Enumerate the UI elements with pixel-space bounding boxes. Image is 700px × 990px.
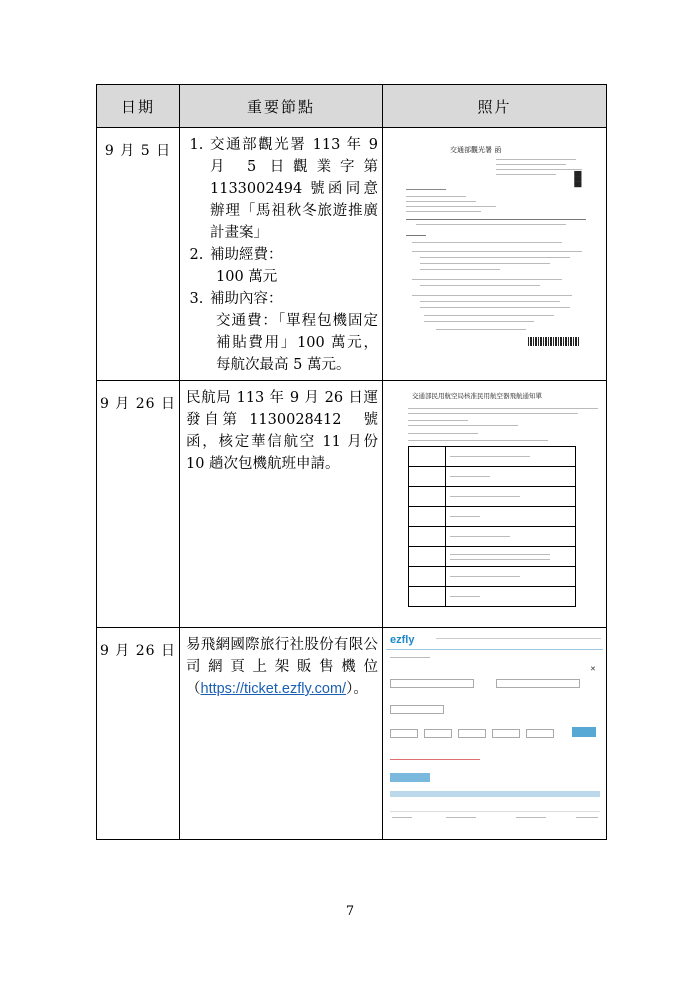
row-date: 9 月 26 日 bbox=[97, 381, 180, 628]
flight-approval-image bbox=[386, 384, 603, 624]
header-date: 日期 bbox=[97, 85, 180, 128]
list-item: 2. 補助經費： 100 萬元 bbox=[208, 244, 378, 288]
ezfly-ticket-link[interactable]: https://ticket.ezfly.com/ bbox=[200, 681, 347, 697]
row-photo bbox=[383, 381, 607, 628]
table-row bbox=[97, 128, 607, 381]
row-date: 9 月 26 日 bbox=[97, 628, 180, 840]
stamp-icon: ▇▇▇ bbox=[574, 171, 582, 188]
row-date: 9 月 5 日 bbox=[97, 128, 180, 381]
letter-title: 交通部觀光署 函 bbox=[450, 146, 502, 154]
page-number: 7 bbox=[345, 904, 355, 919]
search-button bbox=[572, 727, 596, 737]
row-content bbox=[180, 128, 383, 381]
funding-amount: 100 萬元 bbox=[216, 269, 278, 285]
header-milestone: 重要節點 bbox=[180, 85, 383, 128]
header-row bbox=[97, 85, 607, 128]
list-item: 3. 補助內容： 交通費：「單程包機固定補貼費用」100 萬元，每航次最高 5 萬元。 bbox=[208, 288, 378, 376]
row-content: 民航局 113 年 9 月 26 日運發自第 1130028412 號函，核定華信航空 11 月份 10 趟次包機航班申請。 bbox=[180, 381, 383, 628]
list-item: 1. 交通部觀光署 113 年 9 月 5 日觀業字第 1133002494 號函同意辦理「馬祖秋冬旅遊推廣計畫案」 bbox=[208, 134, 378, 244]
close-icon: ✕ bbox=[590, 665, 596, 673]
barcode-icon bbox=[528, 337, 580, 346]
approval-title: 交通部民用航空局核准民用航空器飛航通知單 bbox=[412, 392, 542, 400]
milestone-table bbox=[96, 84, 607, 840]
table-row bbox=[97, 381, 607, 628]
subsidy-detail: 交通費：「單程包機固定補貼費用」100 萬元，每航次最高 5 萬元。 bbox=[216, 313, 378, 373]
approval-form-table bbox=[408, 446, 576, 607]
official-letter-image bbox=[386, 131, 603, 353]
table-row bbox=[97, 628, 607, 840]
row-content: 易飛網國際旅行社股份有限公司網頁上架販售機位（https://ticket.ezfly.com/）。 bbox=[180, 628, 383, 840]
header-photo: 照片 bbox=[383, 85, 607, 128]
ezfly-website-screenshot bbox=[386, 631, 603, 831]
milestone-list bbox=[186, 134, 378, 376]
ezfly-logo: ezfly bbox=[390, 634, 415, 646]
row-photo bbox=[383, 628, 607, 840]
row-photo bbox=[383, 128, 607, 381]
